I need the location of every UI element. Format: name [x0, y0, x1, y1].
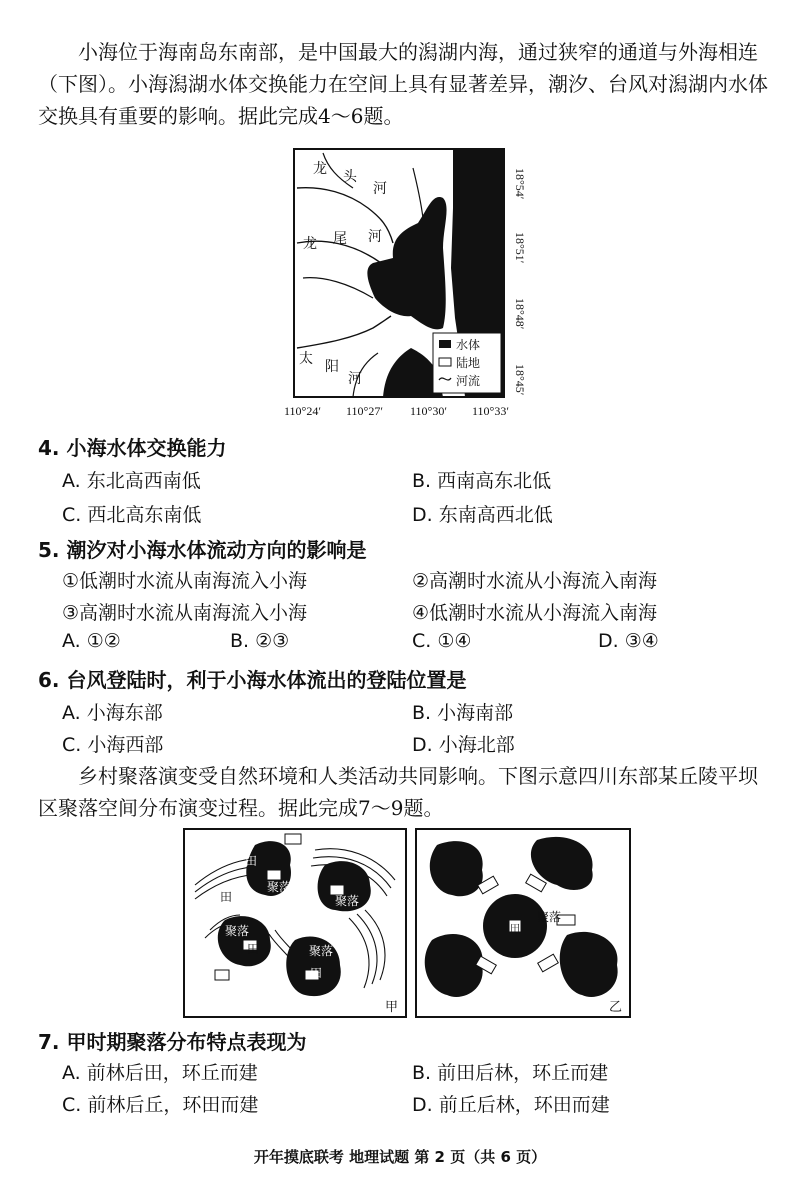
river-label-char: 头 — [343, 169, 357, 185]
q5-statement-3: ③高潮时水流从南海流入小海 — [62, 602, 308, 624]
lon-tick: 110°33′ — [472, 404, 509, 418]
panel-a-label: 聚落 — [267, 880, 292, 894]
q5-option-b[interactable]: B. ②③ — [230, 630, 290, 652]
panel-b-drawing — [417, 830, 629, 1016]
panel-b-label: 田 — [510, 924, 520, 935]
legend-river: 河流 — [456, 374, 481, 388]
lat-tick: 18°51′ — [513, 232, 527, 264]
lon-tick: 110°24′ — [284, 404, 321, 418]
river-label-char: 尾 — [333, 231, 347, 247]
page-footer: 开年摸底联考 地理试题 第 2 页（共 6 页） — [253, 1148, 547, 1166]
q6-option-d[interactable]: D. 小海北部 — [412, 734, 515, 756]
q7-option-a[interactable]: A. 前林后田，环丘而建 — [62, 1062, 258, 1084]
map-figure — [293, 148, 505, 398]
panel-a-label: 聚落 — [225, 924, 250, 938]
panel-a-label: 田 — [247, 942, 260, 956]
panel-a-tag: 甲 — [385, 1000, 399, 1015]
q7-option-b[interactable]: B. 前田后林，环丘而建 — [412, 1062, 609, 1084]
q4-option-a[interactable]: A. 东北高西南低 — [62, 470, 201, 492]
settlement-panel-a — [183, 828, 407, 1018]
lat-tick: 18°48′ — [513, 298, 527, 330]
q5-option-d[interactable]: D. ③④ — [598, 630, 659, 652]
q6-option-a[interactable]: A. 小海东部 — [62, 702, 163, 724]
q6-option-b[interactable]: B. 小海南部 — [412, 702, 514, 724]
q5-option-c[interactable]: C. ①④ — [412, 630, 472, 652]
question-6-stem: 6. 台风登陆时，利于小海水体流出的登陆位置是 — [38, 668, 467, 692]
panel-a-label: 田 — [310, 966, 323, 980]
river-label-char: 太 — [299, 351, 313, 367]
panel-a-label: 田 — [245, 854, 258, 868]
panel-a-label: 聚落 — [309, 944, 334, 958]
q4-option-b[interactable]: B. 西南高东北低 — [412, 470, 552, 492]
q7-option-c[interactable]: C. 前林后丘，环田而建 — [62, 1094, 259, 1116]
panel-b-label: 聚落 — [537, 910, 562, 924]
river-label-char: 龙 — [303, 236, 317, 252]
intro-paragraph-1: 小海位于海南岛东南部，是中国最大的潟湖内海，通过狭窄的通道与外海相连（下图）。小海潟湖水体交换能力在空间上具有显著差异，潮汐、台风对潟湖内水体交换具有重要的影响。据此完成4～6题。 — [38, 40, 768, 128]
q5-statement-4: ④低潮时水流从小海流入南海 — [412, 602, 658, 624]
q5-statement-2: ②高潮时水流从小海流入南海 — [412, 570, 658, 592]
panel-a-label: 聚落 — [335, 894, 360, 908]
q4-option-c[interactable]: C. 西北高东南低 — [62, 504, 202, 526]
legend-land: 陆地 — [456, 356, 481, 370]
lon-tick: 110°30′ — [410, 404, 447, 418]
q6-option-c[interactable]: C. 小海西部 — [62, 734, 164, 756]
intro-paragraph-2: 乡村聚落演变受自然环境和人类活动共同影响。下图示意四川东部某丘陵平坝区聚落空间分布演变过程。据此完成7～9题。 — [38, 764, 758, 820]
settlement-panel-b — [415, 828, 631, 1018]
lat-tick: 18°54′ — [513, 168, 527, 200]
q5-statement-1: ①低潮时水流从南海流入小海 — [62, 570, 308, 592]
river-label-char: 河 — [348, 371, 362, 387]
q4-option-d[interactable]: D. 东南高西北低 — [412, 504, 553, 526]
lon-tick: 110°27′ — [346, 404, 383, 418]
river-label-char: 阳 — [325, 359, 339, 375]
q7-option-d[interactable]: D. 前丘后林，环田而建 — [412, 1094, 610, 1116]
question-7-stem: 7. 甲时期聚落分布特点表现为 — [38, 1030, 307, 1054]
river-label-char: 河 — [368, 229, 382, 245]
panel-a-drawing — [185, 830, 405, 1016]
panel-a-label: 田 — [220, 890, 233, 904]
legend-water: 水体 — [456, 338, 481, 352]
question-4-stem: 4. 小海水体交换能力 — [38, 436, 227, 460]
river-label-char: 龙 — [313, 161, 327, 177]
panel-b-tag: 乙 — [609, 1000, 623, 1015]
q5-option-a[interactable]: A. ①② — [62, 630, 121, 652]
lat-tick: 18°45′ — [513, 364, 527, 396]
river-label-char: 河 — [373, 181, 387, 197]
question-5-stem: 5. 潮汐对小海水体流动方向的影响是 — [38, 538, 367, 562]
